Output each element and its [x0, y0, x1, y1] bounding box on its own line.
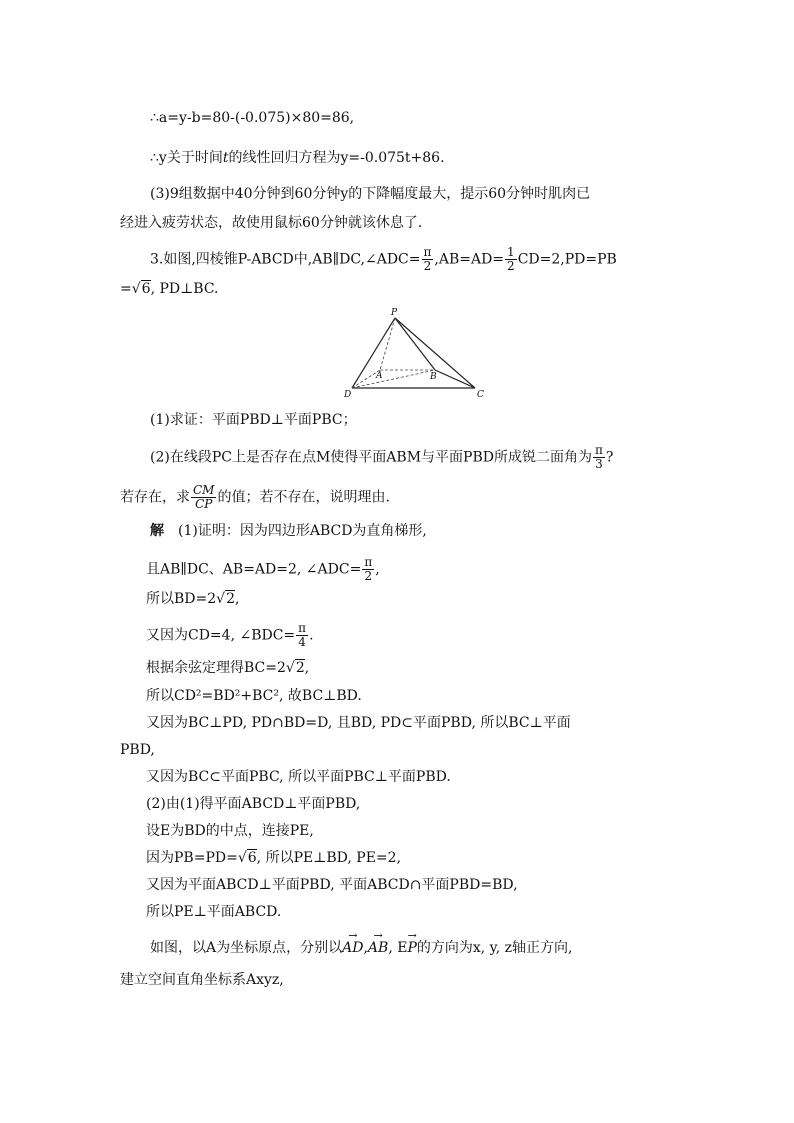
solution-line-9 [146, 794, 360, 814]
text-s14a: 如图，以A为坐标原点，分别以 [150, 940, 343, 956]
text-q3a: 若存在，求 [120, 489, 190, 506]
solution-line-3 [146, 622, 314, 649]
text-s2c: , [235, 591, 240, 607]
text-s12: 又因为平面ABCD⊥平面PBD, 平面ABCD∩平面PBD=BD, [146, 877, 518, 893]
text-s9: (2)由(1)得平面ABCD⊥平面PBD, [146, 796, 361, 812]
text-s5: 所以CD²=BD²+BC², 故BC⊥BD. [146, 688, 362, 704]
text-l5a: 3.如图,四棱锥P-ABCD中,AB∥DC,∠ADC= [150, 251, 421, 268]
solution-line-5 [146, 686, 362, 706]
text-l2a: ∴y关于时间 [150, 150, 223, 166]
vector-EP: → P [407, 938, 416, 958]
fraction-one-half: $\frac{1}{2}$ [507, 245, 515, 273]
conclusion-line-2 [120, 213, 422, 233]
solution-label: 解 [150, 523, 164, 539]
solution-line-15 [120, 970, 284, 990]
text-s11c: , 所以PE⊥BD, PE=2, [256, 850, 402, 866]
text-l5b: ,AB=AD= [434, 251, 505, 268]
solution-line-12 [146, 875, 518, 895]
text-s0b: (1)证明：因为四边形ABCD为直角梯形, [178, 523, 427, 539]
text-s3b: . [309, 627, 314, 644]
label-P: P [391, 308, 398, 318]
text-s1a: 且AB∥DC、AB=AD=2, ∠ADC= [146, 561, 362, 578]
text-l3: (3)9组数据中40分钟到60分钟y的下降幅度最大，提示60分钟时肌肉已 [150, 186, 591, 202]
solution-line-10 [146, 821, 314, 841]
solution-header [150, 521, 427, 541]
solution-line-4: 根据余弦定理得BC=2√2, [146, 660, 310, 676]
text-s15: 建立空间直角坐标系Axyz, [120, 972, 284, 988]
question-1 [150, 410, 357, 430]
text-q3b: 的值；若不存在，说明理由. [217, 489, 390, 506]
sqrt-2-b: 2 [295, 660, 305, 676]
label-A: A [376, 371, 383, 381]
fraction-pi-over-3: $\frac{\pi}{3}$ [594, 443, 603, 471]
edge-DB [352, 370, 435, 388]
problem-3-line-2: =√6, PD⊥BC. [120, 281, 219, 297]
edge-PA [380, 318, 395, 370]
text-s10: 设E为BD的中点，连接PE, [146, 823, 314, 839]
text-s4a: 根据余弦定理得BC=2 [146, 660, 286, 676]
text-l6c: , PD⊥BC. [150, 281, 219, 297]
question-2-line-1 [150, 444, 613, 471]
label-B: B [430, 372, 437, 382]
text-s14e: , E [388, 940, 408, 956]
conclusion-line-1 [150, 184, 590, 204]
text-l4: 经进入疲劳状态，故使用鼠标60分钟就该休息了. [120, 215, 423, 231]
text-l5c: CD=2,PD=PB [517, 251, 617, 268]
fraction-pi-over-2-b: $\frac{\pi}{2}$ [364, 555, 373, 583]
text-q2b: ? [605, 449, 614, 466]
text-l2c: 的线性回归方程为y=-0.075t+86. [228, 150, 445, 166]
text-l6a: = [120, 281, 132, 297]
solution-line-11: 因为PB=PD=√6, 所以PE⊥BD, PE=2, [146, 850, 402, 866]
sqrt-2-a: 2 [226, 591, 235, 607]
solution-line-14 [150, 938, 572, 958]
fraction-cm-over-cp: $\frac{CM}{CP}$ [193, 483, 215, 511]
vector-AB: → AB [368, 938, 388, 958]
text-s13: 所以PE⊥平面ABCD. [146, 904, 282, 920]
regression-equation-line [150, 148, 445, 168]
text-s1b: , [375, 561, 380, 578]
solution-line-1 [146, 556, 380, 583]
sqrt-6-b: 6 [247, 850, 257, 866]
text-s7: PBD, [120, 742, 155, 758]
solution-line-2: 所以BD=2√2, [146, 591, 240, 607]
question-2-line-2 [120, 484, 390, 511]
text-s4c: , [304, 660, 310, 676]
edge-BC [435, 370, 475, 388]
text-s2a: 所以BD=2 [146, 591, 217, 607]
solution-line-13 [146, 902, 281, 922]
text-s11a: 因为PB=PD= [146, 850, 238, 866]
edge-PB [395, 318, 435, 370]
fraction-pi-over-2: $\frac{\pi}{2}$ [423, 245, 432, 273]
text-s14g: 的方向为x, y, z轴正方向, [416, 940, 573, 956]
problem-3-line-1 [150, 246, 617, 273]
pyramid-figure [340, 306, 490, 401]
edge-PD [352, 318, 395, 388]
text-s6: 又因为BC⊥PD, PD∩BD=D, 且BD, PD⊂平面PBD, 所以BC⊥平面 [146, 715, 571, 731]
label-C: C [477, 390, 484, 400]
text-s3a: 又因为CD=4, ∠BDC= [146, 627, 296, 644]
text-l1: ∴a=y-b=80-(-0.075)×80=86, [150, 110, 355, 126]
vector-AD: → AD [342, 938, 363, 958]
regression-intercept-line [150, 108, 354, 128]
label-D: D [344, 390, 352, 400]
solution-line-8 [146, 767, 451, 787]
text-s14c: , [363, 940, 368, 956]
text-q2a: (2)在线段PC上是否存在点M使得平面ABM与平面PBD所成锐二面角为 [150, 449, 592, 466]
fraction-pi-over-4: $\frac{\pi}{4}$ [298, 621, 307, 649]
solution-line-7 [120, 740, 155, 760]
sqrt-6: 6 [141, 281, 151, 297]
text-s8: 又因为BC⊂平面PBC, 所以平面PBC⊥平面PBD. [146, 769, 451, 785]
solution-line-6 [146, 713, 571, 733]
text-q1: (1)求证：平面PBD⊥平面PBC； [150, 412, 357, 428]
text-l2b: t [222, 150, 229, 166]
